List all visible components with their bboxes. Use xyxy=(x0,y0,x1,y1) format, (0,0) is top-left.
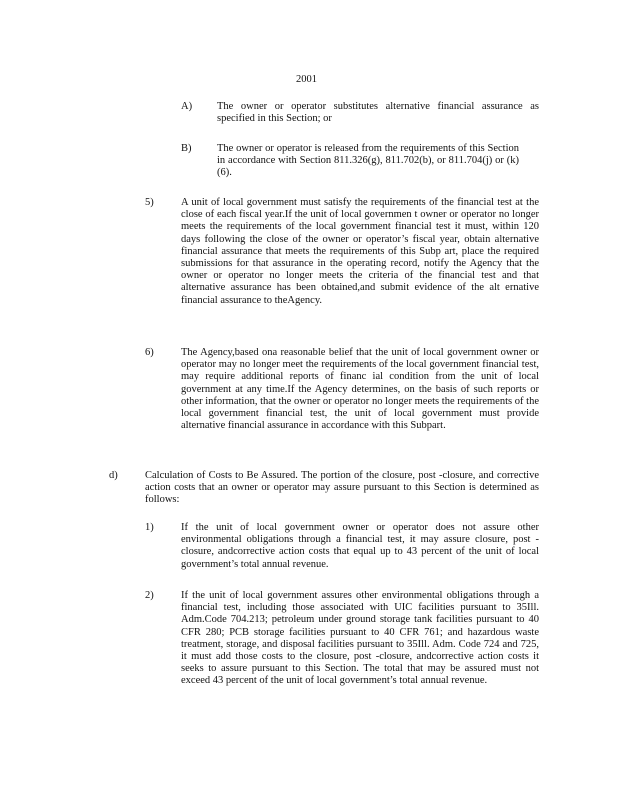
paragraph-label: 1) xyxy=(145,522,154,533)
paragraph-label: 6) xyxy=(145,347,154,358)
paragraph-label: A) xyxy=(181,101,193,112)
paragraph-label: d) xyxy=(109,470,118,481)
paragraph-text: The Agency,based ona reasonable belief that the unit of local government owner or operator may no longer meet the requirements of the local government financial test, may require additional reports of financ ial condition from the unit of local government at any time.If the Agency determines, on the basis of such reports or other information, that the owner or operator no longer meets the requirements of the local government financial test, the unit of local government must provide alternative financial assurance in accordance with this Subpart. xyxy=(181,347,539,432)
page-number: 2001 xyxy=(296,74,317,85)
paragraph-text: If the unit of local government owner or operator does not assure other environmental obligations through a financial test, it may assure closure, post -closure, andcorrective action costs that equal up to 43 percent of the unit of local government’s total annual revenue. xyxy=(181,522,539,570)
paragraph-label: 2) xyxy=(145,590,154,601)
paragraph-text: A unit of local government must satisfy the requirements of the financial test at the close of each fiscal year.If the unit of local governmen t owner or operator no longer meets the requirements of the local government financial test it must, within 120 days following the close of the owner or operator’s fiscal year, obtain alternative financial assurance that meets the requirements of this Subp art, place the required submissions for that assurance in the operating record, notify the Agency that the owner or operator no longer meets the criteria of the financial test and that alternative assurance has been obtained,and submit evidence of the alt ernative financial assurance to theAgency. xyxy=(181,197,539,306)
paragraph-label: 5) xyxy=(145,197,154,208)
paragraph-label: B) xyxy=(181,143,192,154)
paragraph-text: Calculation of Costs to Be Assured. The portion of the closure, post -closure, and corrective action costs that an owner or operator may assure pursuant to this Section is determined as follows: xyxy=(145,470,539,506)
paragraph-text: The owner or operator is released from the requirements of this Section in accordance with Section 811.326(g), 811.702(b), or 811.704(j) or (k)(6). xyxy=(217,143,519,179)
paragraph-text: If the unit of local government assures other environmental obligations through a financial test, including those associated with UIC facilities pursuant to 35Ill. Adm.Code 704.213; petroleum under ground storage tank facilities pursuant to 40 CFR 280; PCB storage facilities pursuant to 40 CFR 761; and hazardous waste treatment, storage, and disposal facilities pursuant to 35Ill. Adm. Code 724 and 725, it must add those costs to the closure, post -closure, andcorrective action costs it seeks to assure pursuant to this Section. The total that may be assured must not exceed 43 percent of the unit of local government’s total annual revenue. xyxy=(181,590,539,687)
paragraph-text: The owner or operator substitutes alternative financial assurance as specified in this Section; or xyxy=(217,101,539,125)
